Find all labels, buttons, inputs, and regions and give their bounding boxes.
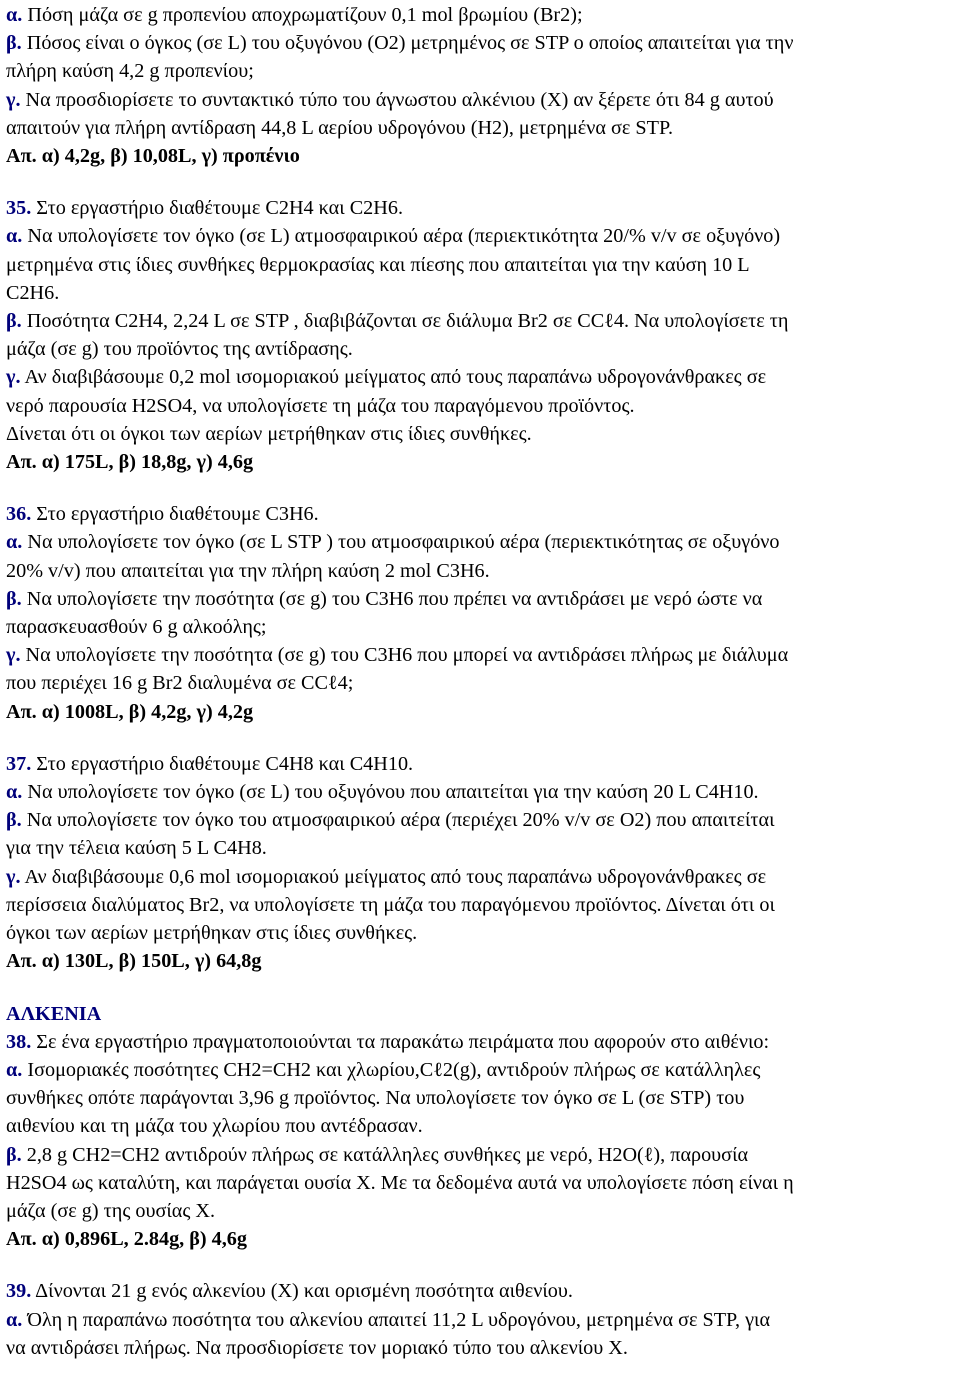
exercise-39 [6,1277,954,1362]
spacer [6,476,954,500]
exercise-title [6,500,954,528]
answer-line: Απ. α) 175L, β) 18,8g, γ) 4,6g [6,451,254,474]
exercise-title-text: Στο εργαστήριο διαθέτουμε C3H6. [36,503,319,526]
exercise-title-text: Σε ένα εργαστήριο πραγματοποιούνται τα παρακάτω πειράματα που αφορούν στο αιθένιο: [36,1030,770,1053]
part-text: Να υπολογίσετε τον όγκο (σε L) του οξυγόνου που απαιτείται για την καύση 20 L C4H10. [27,781,759,804]
part-a-line: C2H6. [6,281,60,304]
part-c-line: όγκοι των αερίων μετρήθηκαν στις ίδιες συνθήκες. [6,922,418,945]
part-a-line [6,1306,954,1334]
part-text: Να υπολογίσετε τον όγκο του ατμοσφαιρικού αέρα (περιέχει 20% v/v σε O2) που απαιτείται [26,809,775,832]
part-label: γ. [6,366,21,389]
part-label: α. [6,531,23,554]
part-label: β. [6,32,22,55]
part-text: Όλη η παραπάνω ποσότητα του αλκενίου απαιτεί 11,2 L υδρογόνου, μετρημένα σε STP, για [27,1308,771,1331]
part-b-line [6,307,954,335]
part-b-line: H2SO4 ως καταλύτη, και παράγεται ουσία Χ. Με τα δεδομένα αυτά να υπολογίσετε πόση είναι η [6,1171,794,1194]
exercise-title-text: Δίνονται 21 g ενός αλκενίου (Χ) και ορισμένη ποσότητα αιθενίου. [35,1280,573,1303]
part-text: Να υπολογίσετε την ποσότητα (σε g) του C3H6 που πρέπει να αντιδράσει με νερό ώστε να [26,587,763,610]
part-a-line [6,528,954,556]
part-a-line: συνθήκες οπότε παράγονται 3,96 g προϊόντος. Να υπολογίσετε τον όγκο σε L (σε STP) του [6,1087,745,1110]
exercise-number: 37. [6,752,32,775]
exercise-pre [6,1,954,170]
part-label: γ. [6,88,21,111]
part-c-line [6,641,954,669]
exercise-title [6,750,954,778]
exercise-title [6,1028,954,1056]
part-b-line: παρασκευασθούν 6 g αλκοόλης; [6,616,267,639]
part-a-line: αιθενίου και τη μάζα του χλωρίου που αντέδρασαν. [6,1115,423,1138]
part-c-line [6,86,954,114]
part-b-line: πλήρη καύση 4,2 g προπενίου; [6,60,254,83]
part-label: α. [6,1308,23,1331]
part-b-line: μάζα (σε g) της ουσίας Χ. [6,1199,216,1222]
part-label: γ. [6,644,21,667]
exercise-number: 36. [6,503,32,526]
part-a-line [6,778,954,806]
part-b-line [6,29,954,57]
part-a-line: 20% v/v) που απαιτείται για την πλήρη καύση 2 mol C3H6. [6,559,490,582]
exercise-title-text: Στο εργαστήριο διαθέτουμε C2H4 και C2H6. [36,197,403,220]
answer-line: Απ. α) 0,896L, 2.84g, β) 4,6g [6,1228,247,1251]
part-text: 2,8 g CH2=CH2 αντιδρούν πλήρως σε κατάλληλες συνθήκες με νερό, H2O(ℓ), παρουσία [26,1143,749,1166]
part-text: Να υπολογίσετε την ποσότητα (σε g) του C3H6 που μπορεί να αντιδράσει πλήρως με διάλυμα [25,644,789,667]
part-label: β. [6,809,22,832]
part-label: α. [6,781,23,804]
exercise-title-text: Στο εργαστήριο διαθέτουμε C4H8 και C4H10. [36,752,414,775]
part-c-line: νερό παρουσία H2SO4, να υπολογίσετε τη μάζα του παραγόμενου προϊόντος. [6,394,635,417]
part-b-line [6,585,954,613]
part-text: Πόσος είναι ο όγκος (σε L) του οξυγόνου (Ο2) μετρημένος σε STP ο οποίος απαιτείται για την [26,32,794,55]
spacer [6,170,954,194]
exercise-number: 35. [6,197,32,220]
part-label: β. [6,1143,22,1166]
exercise-36 [6,500,954,726]
part-text: Ισομοριακές ποσότητες CH2=CH2 και χλωρίου,Cℓ2(g), αντιδρούν πλήρως σε κατάλληλες [27,1058,761,1081]
part-c-line: Δίνεται ότι οι όγκοι των αερίων μετρήθηκαν στις ίδιες συνθήκες. [6,422,532,445]
exercise-title [6,1277,954,1305]
part-label: α. [6,225,23,248]
part-text: Πόση μάζα σε g προπενίου αποχρωματίζουν 0,1 mol βρωμίου (Br2); [27,4,583,26]
part-text: Αν διαβιβάσουμε 0,6 mol ισομοριακού μείγματος από τους παραπάνω υδρογονάνθρακες σε [24,865,767,888]
spacer [6,1253,954,1277]
part-c-line [6,863,954,891]
part-label: α. [6,1058,23,1081]
spacer [6,726,954,750]
part-text: Ποσότητα C2H4, 2,24 L σε STP , διαβιβάζονται σε διάλυμα Br2 σε CCℓ4. Να υπολογίσετε τη [26,310,789,333]
part-b-line: μάζα (σε g) του προϊόντος της αντίδρασης. [6,338,353,361]
answer-line: Απ. α) 4,2g, β) 10,08L, γ) προπένιο [6,145,300,168]
part-text: Να υπολογίσετε τον όγκο (σε L) ατμοσφαιρικού αέρα (περιεκτικότητα 20/% v/v σε οξυγόνο) [27,225,781,248]
part-b-line [6,806,954,834]
part-label: β. [6,310,22,333]
exercise-title [6,194,954,222]
exercise-38 [6,1028,954,1254]
part-a-line [6,222,954,250]
part-c-line: περίσσεια διαλύματος Br2, να υπολογίσετε τη μάζα του παραγόμενου προϊόντος. Δίνεται ότι οι [6,893,775,916]
exercise-number: 38. [6,1030,32,1053]
part-c-line [6,363,954,391]
exercise-37 [6,750,954,976]
part-text: Να προσδιορίσετε το συντακτικό τύπο του άγνωστου αλκένιου (Χ) αν ξέρετε ότι 84 g αυτού [25,88,774,111]
exercise-35 [6,194,954,476]
part-label: β. [6,587,22,610]
part-text: Αν διαβιβάσουμε 0,2 mol ισομοριακού μείγματος από τους παραπάνω υδρογονάνθρακες σε [24,366,767,389]
exercise-number: 39. [6,1280,32,1303]
part-text: Να υπολογίσετε τον όγκο (σε L STP ) του ατμοσφαιρικού αέρα (περιεκτικότητας σε οξυγόνο [27,531,780,554]
part-a-line: να αντιδράσει πλήρως. Να προσδιορίσετε τον μοριακό τύπο του αλκενίου Χ. [6,1336,628,1359]
part-c-line: απαιτούν για πλήρη αντίδραση 44,8 L αερίου υδρογόνου (Η2), μετρημένα σε STP. [6,116,674,139]
section-heading: ΑΛΚΕΝΙΑ [6,1002,102,1025]
part-label: γ. [6,865,21,888]
part-label: α. [6,4,23,26]
part-a-line [6,1056,954,1084]
part-a [6,1,954,29]
answer-line: Απ. α) 130L, β) 150L, γ) 64,8g [6,950,262,973]
part-c-line: που περιέχει 16 g Br2 διαλυμένα σε CCℓ4; [6,672,354,695]
answer-line: Απ. α) 1008L, β) 4,2g, γ) 4,2g [6,700,254,723]
spacer [6,976,954,1000]
part-a-line: μετρημένα στις ίδιες συνθήκες θερμοκρασίας και πίεσης που απαιτείται για την καύση 10 L [6,253,750,276]
part-b-line [6,1141,954,1169]
part-b-line: για την τέλεια καύση 5 L C4H8. [6,837,267,860]
